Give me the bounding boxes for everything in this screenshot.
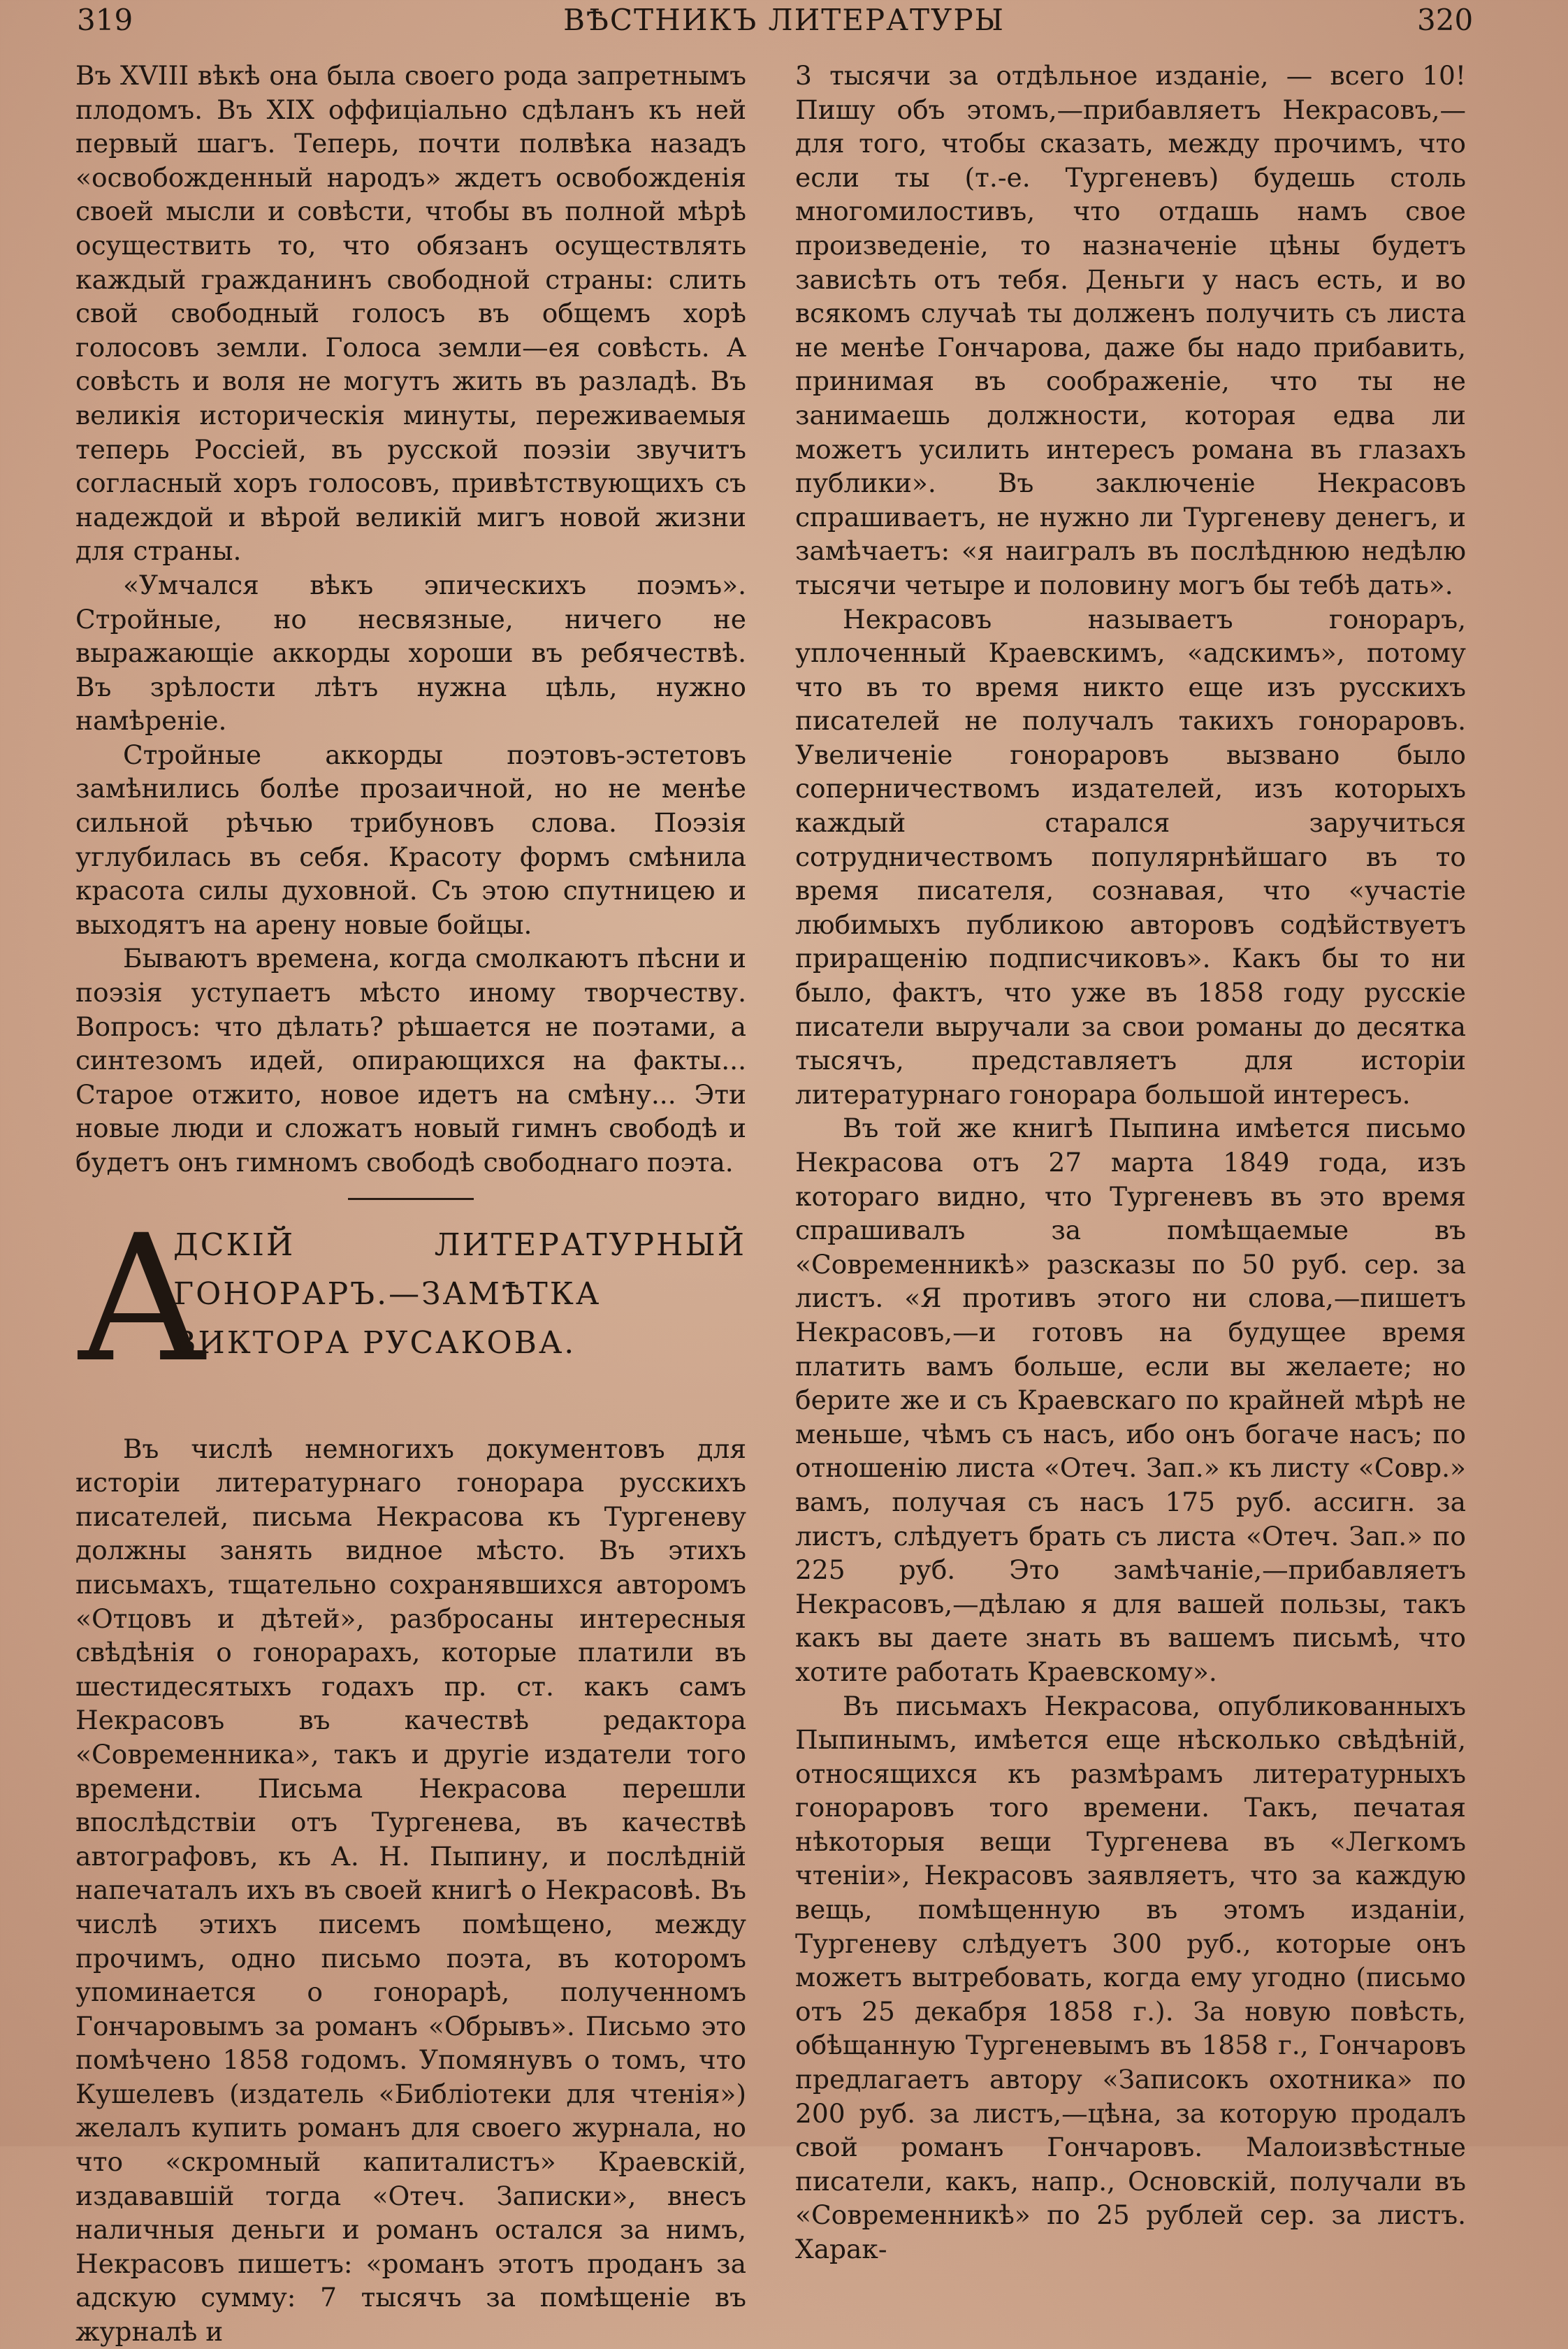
paragraph: Некрасовъ называетъ гонораръ, уплоченный Краевскимъ, «адскимъ», потому что въ то время никто еще изъ русскихъ писателей не получалъ такихъ гонораровъ. Увеличеніе гонораровъ вызвано было соперничествомъ издателей, изъ которыхъ каждый старался заручиться сотрудничествомъ популярнѣйшаго въ то время писателя, сознавая, что «участіе любимыхъ публикою авторовъ содѣйствуетъ приращенію подписчиковъ». Какъ бы то ни было, фактъ, что уже въ 1858 году русскіе писатели выручали за свои романы до десятка тысячъ, представляетъ для исторіи литературнаго гонорара большой интересъ.	[795, 603, 1466, 1110]
paragraph: Стройные аккорды поэтовъ-эстетовъ замѣнились болѣе прозаичной, но не менѣе сильной рѣчью трибуновъ слова. Поэзія углубилась въ себя. Красоту формъ смѣнила красота силы духовной. Съ этою спутницею и выходятъ на арену новые бойцы.	[75, 739, 746, 940]
left-column	[75, 59, 746, 2349]
paragraph: «Умчался вѣкъ эпическихъ поэмъ». Стройные, но несвязные, ничего не выражающіе аккорды хороши въ ребячествѣ. Въ зрѣлости лѣтъ нужна цѣль, нужно намѣреніе.	[75, 569, 746, 737]
paragraph: 3 тысячи за отдѣльное изданіе, — всего 10! Пишу объ этомъ,—прибавляетъ Некрасовъ,—для того, чтобы сказать, между прочимъ, что если ты (т.-е. Тургеневъ) будешь столь многомилостивъ, что отдашь намъ свое произведеніе, то назначеніе цѣны будетъ зависѣть отъ тебя. Деньги у насъ есть, и во всякомъ случаѣ ты долженъ получить съ листа не менѣе Гончарова, даже бы надо прибавить, принимая въ соображеніе, что ты не занимаешь должности, которая едва ли можетъ усилить интересъ романа въ глазахъ публики». Въ заключеніе Некрасовъ спрашиваетъ, не нужно ли Тургеневу денегъ, и замѣчаетъ: «я наигралъ въ послѣднюю недѣлю тысячи четыре и половину могъ бы тебѣ дать».	[795, 60, 1466, 600]
paragraph: Въ той же книгѣ Пыпина имѣется письмо Некрасова отъ 27 марта 1849 года, изъ котораго видно, что Тургеневъ въ это время спрашивалъ за помѣщаемые въ «Современникѣ» разсказы по 50 руб. сер. за листъ. «Я противъ этого ни слова,—пишетъ Некрасовъ,—и готовъ на будущее время платить вамъ больше, если вы желаете; но берите же и съ Краевскаго по крайней мѣрѣ не меньше, чѣмъ съ насъ, ибо онъ богаче насъ; по отношенію листа «Отеч. Зап.» къ листу «Совр.» вамъ, получая съ насъ 175 руб. ассигн. за листъ, слѣдуетъ брать съ листа «Отеч. Зап.» по 225 руб. Это замѣчаніе,—прибавляетъ Некрасовъ,—дѣлаю я для вашей пользы, такъ какъ вы даете знать въ вашемъ письмѣ, что хотите работать Краевскому».	[795, 1113, 1466, 1687]
article-heading: ДСКІЙ ЛИТЕРАТУРНЫЙ ГОНОРАРЪ.—ЗАМѢТКА ВИКТОРА РУСАКОВА.	[173, 1227, 746, 1361]
paragraph: Въ письмахъ Некрасова, опубликованныхъ Пыпинымъ, имѣется еще нѣсколько свѣдѣній, относящихся къ размѣрамъ литературныхъ гонораровъ того времени. Такъ, печатая нѣкоторыя вещи Тургенева въ «Легкомъ чтеніи», Некрасовъ заявляетъ, что за каждую вещь, помѣщенную въ этомъ изданіи, Тургеневу слѣдуетъ 300 руб., которые онъ можетъ вытребовать, когда ему угодно (письмо отъ 25 декабря 1858 г.). За новую повѣсть, обѣщанную Тургеневымъ въ 1858 г., Гончаровъ предлагаетъ автору «Записокъ охотника» по 200 руб. за листъ,—цѣна, за которую продалъ свой романъ Гончаровъ. Малоизвѣстные писатели, какъ, напр., Основскій, получали въ «Современникѣ» по 25 рублей сер. за листъ. Харак-	[795, 1690, 1466, 2264]
page-number-right: 320	[1417, 3, 1474, 37]
paragraph: Въ XVIII вѣкѣ она была своего рода запретнымъ плодомъ. Въ XIX оффиціально сдѣланъ къ ней первый шагъ. Теперь, почти полвѣка назадъ «освобожденный народъ» ждетъ освобожденія своей мысли и совѣсти, чтобы въ полной мѣрѣ осуществить то, что обязанъ осуществлять каждый гражданинъ свободной страны: слить свой свободный голосъ въ общемъ хорѣ голосовъ земли. Голоса земли—ея совѣсть. А совѣсть и воля не могутъ жить въ разладѣ. Въ великія историческія минуты, переживаемыя теперь Россіей, въ русской поэзіи звучитъ согласный хоръ голосовъ, привѣтствующихъ съ надеждой и вѣрой великій мигъ новой жизни для страны.	[75, 60, 746, 567]
page-number-left: 319	[77, 3, 133, 37]
article-heading-block	[75, 1197, 746, 1418]
section-divider	[348, 1198, 474, 1200]
paragraph: Бываютъ времена, когда смолкаютъ пѣсни и поэзія уступаетъ мѣсто иному творчеству. Вопросъ: что дѣлать? рѣшается не поэтами, а синтезомъ идей, опирающихся на факты... Старое отжито, новое идетъ на смѣну... Эти новые люди и сложатъ новый гимнъ свободѣ и будетъ онъ гимномъ свободѣ свободнаго поэта.	[75, 943, 746, 1178]
right-column	[795, 59, 1466, 2267]
drop-cap: А	[75, 1197, 208, 1401]
paragraph: Въ числѣ немногихъ документовъ для исторіи литературнаго гонорара русскихъ писателей, письма Некрасова къ Тургеневу должны занять видное мѣсто. Въ этихъ письмахъ, тщательно сохранявшихся авторомъ «Отцовъ и дѣтей», разбросаны интересныя свѣдѣнія о гонорарахъ, которые платили въ шестидесятыхъ годахъ пр. ст. какъ самъ Некрасовъ въ качествѣ редактора «Современника», такъ и другіе издатели того времени. Письма Некрасова перешли впослѣдствіи отъ Тургенева, въ качествѣ автографовъ, къ А. Н. Пыпину, и послѣдній напечаталъ ихъ въ своей книгѣ о Некрасовѣ. Въ числѣ этихъ писемъ помѣщено, между прочимъ, одно письмо поэта, въ которомъ упоминается о гонорарѣ, полученномъ Гончаровымъ за романъ «Обрывъ». Письмо это помѣчено 1858 годомъ. Упомянувъ о томъ, что Кушелевъ (издатель «Библіотеки для чтенія») желалъ купить романъ для своего журнала, но что «скромный капиталистъ» Краевскій, издававшій тогда «Отеч. Записки», внесъ наличныя деньги и романъ остался за нимъ, Некрасовъ пишетъ: «романъ этотъ проданъ за адскую сумму: 7 тысячъ за помѣщеніе въ журналѣ и	[75, 1433, 746, 2348]
running-title: ВѢСТНИКЪ ЛИТЕРАТУРЫ	[563, 3, 1005, 37]
